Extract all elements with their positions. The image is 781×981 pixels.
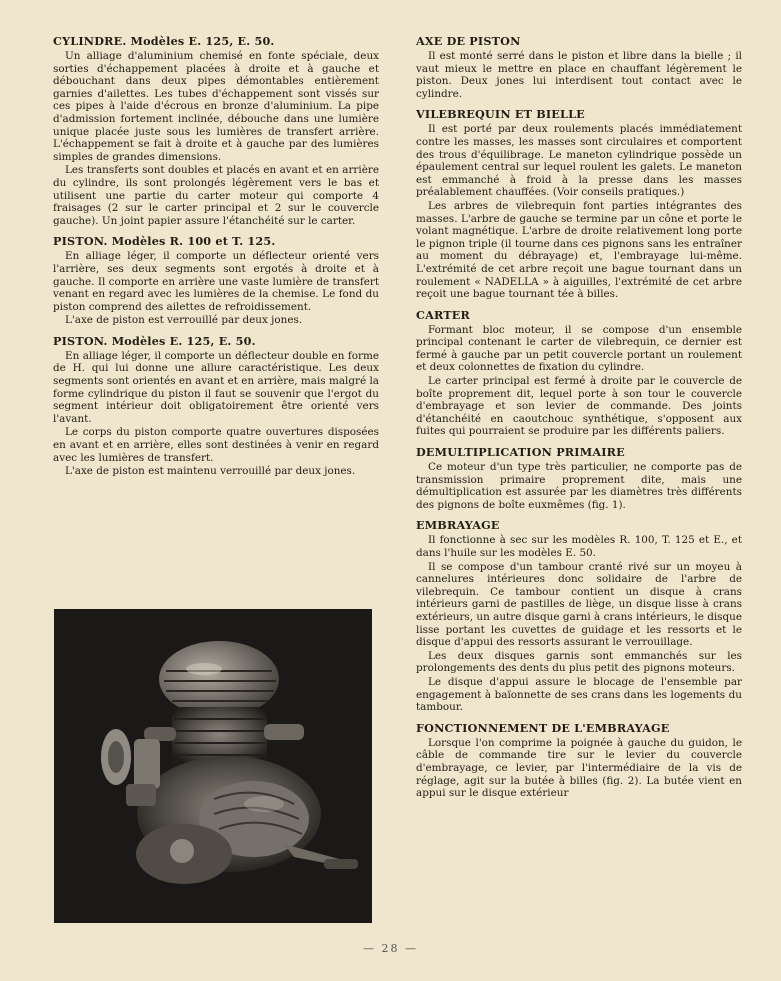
section-axe-piston [416, 34, 742, 100]
paragraph: Ce moteur d'un type très particulier, ne comporte pas de transmission primaire proprement dite, mais une démultiplication est assurée par les diamètres très différents des pignons de boîte euxmêmes (fig. 1). [416, 461, 742, 511]
section-piston-e125 [53, 334, 379, 478]
section-demultiplication [416, 445, 742, 511]
paragraph: En alliage léger, il comporte un déflecteur orienté vers l'arrière, ses deux segments sont ergotés à droite et à gauche. Il comporte en arrière une vaste lumière de transfert venant en regard avec les lumières de la chemise. Le fond du piston comprend des ailettes de refroidissement. [53, 250, 379, 313]
section-title: AXE DE PISTON [416, 34, 521, 48]
paragraph: Lorsque l'on comprime la poignée à gauche du guidon, le câble de commande tire sur le levier du couvercle d'embrayage, ce levier, par l'intermédiaire de la vis de réglage, agit sur la butée à billes (fig. 2). La butée vient en appui sur le disque extérieur [416, 736, 742, 800]
section-title: PISTON. Modèles R. 100 et T. 125. [53, 234, 276, 249]
paragraph: Il fonctionne à sec sur les modèles R. 100, T. 125 et E., et dans l'huile sur les modèles E. 50. [416, 534, 742, 559]
right-column [416, 34, 742, 807]
section-title: EMBRAYAGE [416, 518, 500, 533]
section-title: DEMULTIPLICATION PRIMAIRE [416, 445, 625, 460]
paragraph: Les deux disques garnis sont emmanchés sur les prolongements des dents du plus petit des pignons moteurs. [416, 649, 742, 675]
paragraph: Formant bloc moteur, il se compose d'un ensemble principal contenant le carter de vilebrequin, ce dernier est fermé à gauche par un petit couvercle portant un roulement et deux colonnettes de fixation du cylindre. [416, 323, 742, 374]
paragraph: L'axe de piston est maintenu verrouillé par deux jones. [65, 465, 356, 478]
paragraph: Il est monté serré dans le piston et libre dans la bielle ; il vaut mieux le mettre en place en chauffant légèrement le piston. Deux jones lui interdisent tout contact avec le cylindre. [416, 50, 742, 100]
page-number: — 28 — [363, 942, 418, 955]
engine-photo [54, 609, 372, 923]
paragraph: L'axe de piston est verrouillé par deux jones. [65, 314, 303, 327]
section-cylindre [53, 34, 379, 227]
section-vilebrequin [416, 107, 742, 300]
paragraph: Il se compose d'un tambour cranté rivé sur un moyeu à cannelures intérieures donc solidaire de l'arbre de vilebrequin. Ce tambour contient un disque à crans intérieurs garni de pastilles de liège, un disque lisse à crans extérieurs, un autre disque garni à crans intérieurs, le disque lisse portant les cuvettes de guidage et les ressorts et le disque d'appui des ressorts assurant le verrouillage. [416, 560, 742, 649]
paragraph: Les arbres de vilebrequin font parties intégrantes des masses. L'arbre de gauche se termine par un cône et porte le volant magnétique. L'arbre de droite relativement long porte le pignon triple (il tourne dans ces pignons sans les entraîner au moment du débrayage) et, l'embrayage lui-même. L'extrémité de cet arbre reçoit une bague tournant dans un roulement « NADELLA » à aiguilles, l'extrémité de cet arbre reçoit une bague tournant tée à billes. [416, 199, 742, 301]
section-title: CYLINDRE. Modèles E. 125, E. 50. [53, 34, 275, 48]
paragraph: Un alliage d'aluminium chemisé en fonte spéciale, deux sorties d'échappement placées à droite et à gauche et débouchant dans deux pipes démontables entièrement garnies d'ailettes. Les tubes d'échappement sont vissés sur ces pipes à l'aide d'écrous en bronze d'aluminium. La pipe d'admission fortement inclinée, débouche dans une lumière unique placée juste sous les lumières de transfert arrière. L'échappement se fait à droite et à gauche par des lumières simples de grandes dimensions. [53, 50, 379, 163]
section-piston-r100 [53, 234, 379, 327]
section-title: FONCTIONNEMENT DE L'EMBRAYAGE [416, 720, 670, 735]
paragraph: Il est porté par deux roulements placés immédiatement contre les masses, les masses sont circulaires et comportent des trous d'équilibrage. Le maneton cylindrique possède un épaulement central sur lequel roulent les galets. Le maneton est emmanché à froid à la presse dans les masses préalablement chauffées. (Voir conseils pratiques.) [416, 123, 742, 199]
paragraph: Les transferts sont doubles et placés en avant et en arrière du cylindre, ils sont prolongés légèrement vers le bas et utilisent une partie du carter moteur qui comporte 4 fraisages (2 sur le carter principal et 2 sur le couvercle gauche). Un joint papier assure l'étanchéité sur le carter. [53, 164, 379, 227]
section-embrayage [416, 518, 742, 713]
paragraph: En alliage léger, il comporte un déflecteur double en forme de H. qui lui donne une allure caractéristique. Les deux segments sont orientés en avant et en arrière, mais malgré la forme cylindrique du piston il faut se souvenir que l'ergot du segment intérieur doit obligatoirement être orienté vers l'avant. [53, 349, 379, 425]
paragraph: Le carter principal est fermé à droite par le couvercle de boîte proprement dit, lequel porte à son tour le couvercle d'embrayage et son levier de commande. Des joints d'étanchéité en caoutchouc synthétique, s'opposent aux fuites qui pourraient se produire par les différents paliers. [416, 375, 742, 438]
section-carter [416, 308, 742, 438]
left-column [53, 34, 379, 485]
section-fonctionnement-embrayage [416, 721, 742, 800]
paragraph: Le disque d'appui assure le blocage de l'ensemble par engagement à baïonnette de ses crans dans les logements du tambour. [416, 675, 742, 714]
section-title: CARTER [416, 307, 471, 322]
paragraph: Le corps du piston comporte quatre ouvertures disposées en avant et en arrière, elles sont destinées à venir en regard avec les lumières de transfert. [53, 426, 379, 464]
section-title: VILEBREQUIN ET BIELLE [416, 107, 585, 122]
section-title: PISTON. Modèles E. 125, E. 50. [53, 333, 256, 348]
